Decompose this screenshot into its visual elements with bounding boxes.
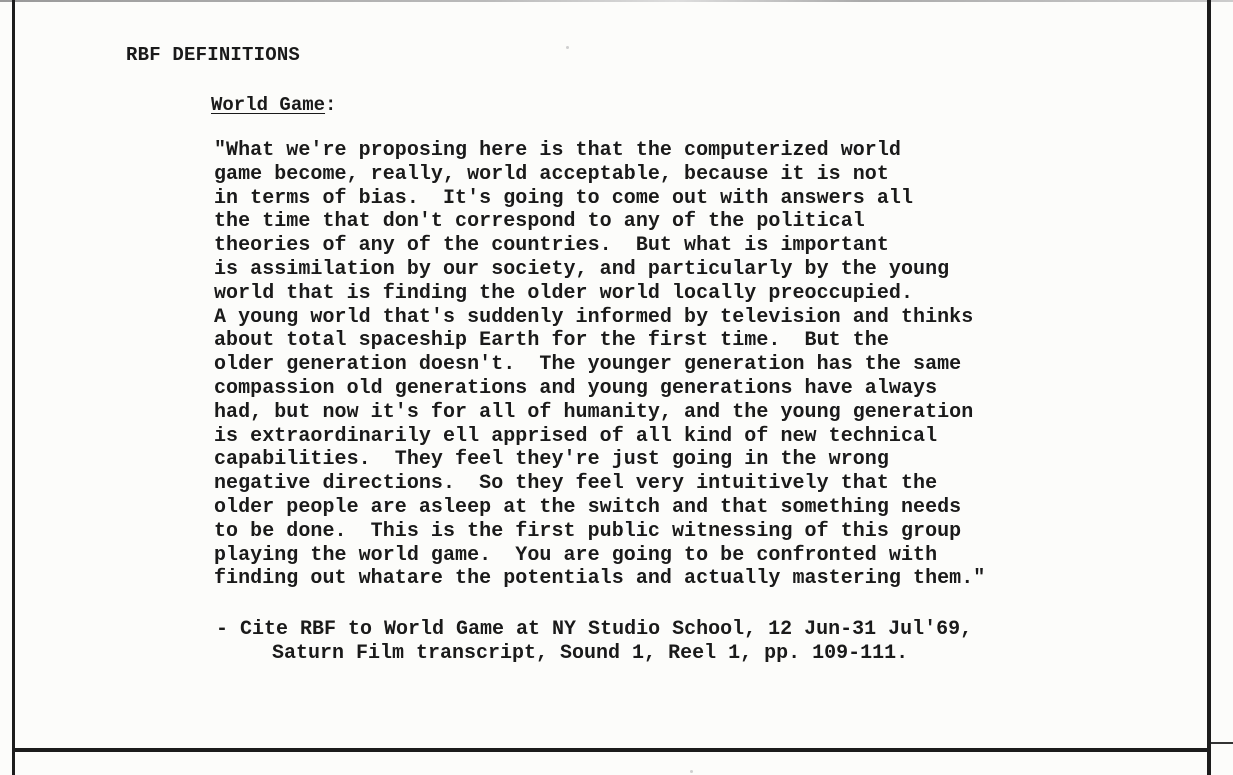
card-left-border <box>12 0 15 775</box>
page-heading: RBF DEFINITIONS <box>126 44 301 66</box>
quote-line: A young world that's suddenly informed by television and thinks <box>214 305 974 329</box>
quote-line: playing the world game. You are going to be confronted with <box>214 543 938 567</box>
quote-line: world that is finding the older world locally preoccupied. <box>214 281 914 305</box>
citation-line: Saturn Film transcript, Sound 1, Reel 1, pp. 109-111. <box>272 642 909 665</box>
quote-line: had, but now it's for all of humanity, and the young generation <box>214 400 974 424</box>
quote-line: is extraordinarily ell apprised of all kind of new technical <box>214 424 938 448</box>
quote-line: is assimilation by our society, and particularly by the young <box>214 257 950 281</box>
citation-line: - Cite RBF to World Game at NY Studio School, 12 Jun-31 Jul'69, <box>216 618 973 641</box>
quote-line: the time that don't correspond to any of the political <box>214 210 865 234</box>
entry-title-text: World Game <box>211 94 326 116</box>
quote-line: older people are asleep at the switch and that something needs <box>214 495 962 519</box>
quote-line: negative directions. So they feel very intuitively that the <box>214 472 938 496</box>
quote-line: theories of any of the countries. But what is important <box>214 234 889 258</box>
quote-line: older generation doesn't. The younger generation has the same <box>214 353 962 377</box>
quote-line: in terms of bias. It's going to come out with answers all <box>214 186 914 210</box>
paper-speck <box>566 46 569 49</box>
quote-block <box>214 139 1204 591</box>
paper-speck <box>690 770 693 773</box>
quote-line: finding out whatare the potentials and actually mastering them." <box>214 567 986 591</box>
quote-line: game become, really, world acceptable, because it is not <box>214 162 889 186</box>
card-bottom-border <box>12 748 1211 752</box>
quote-line: "What we're proposing here is that the computerized world <box>214 139 901 162</box>
card-top-edge <box>0 0 1233 2</box>
quote-line: about total spaceship Earth for the first time. But the <box>214 329 889 353</box>
entry-title-colon: : <box>325 94 337 116</box>
citation-block <box>216 618 972 666</box>
card-right-border <box>1207 0 1211 775</box>
quote-line: capabilities. They feel they're just going in the wrong <box>214 448 889 472</box>
card-corner-mark <box>1211 742 1233 744</box>
quote-line: to be done. This is the first public witnessing of this group <box>214 519 962 543</box>
quote-line: compassion old generations and young generations have always <box>214 376 938 400</box>
entry-title <box>211 94 336 116</box>
